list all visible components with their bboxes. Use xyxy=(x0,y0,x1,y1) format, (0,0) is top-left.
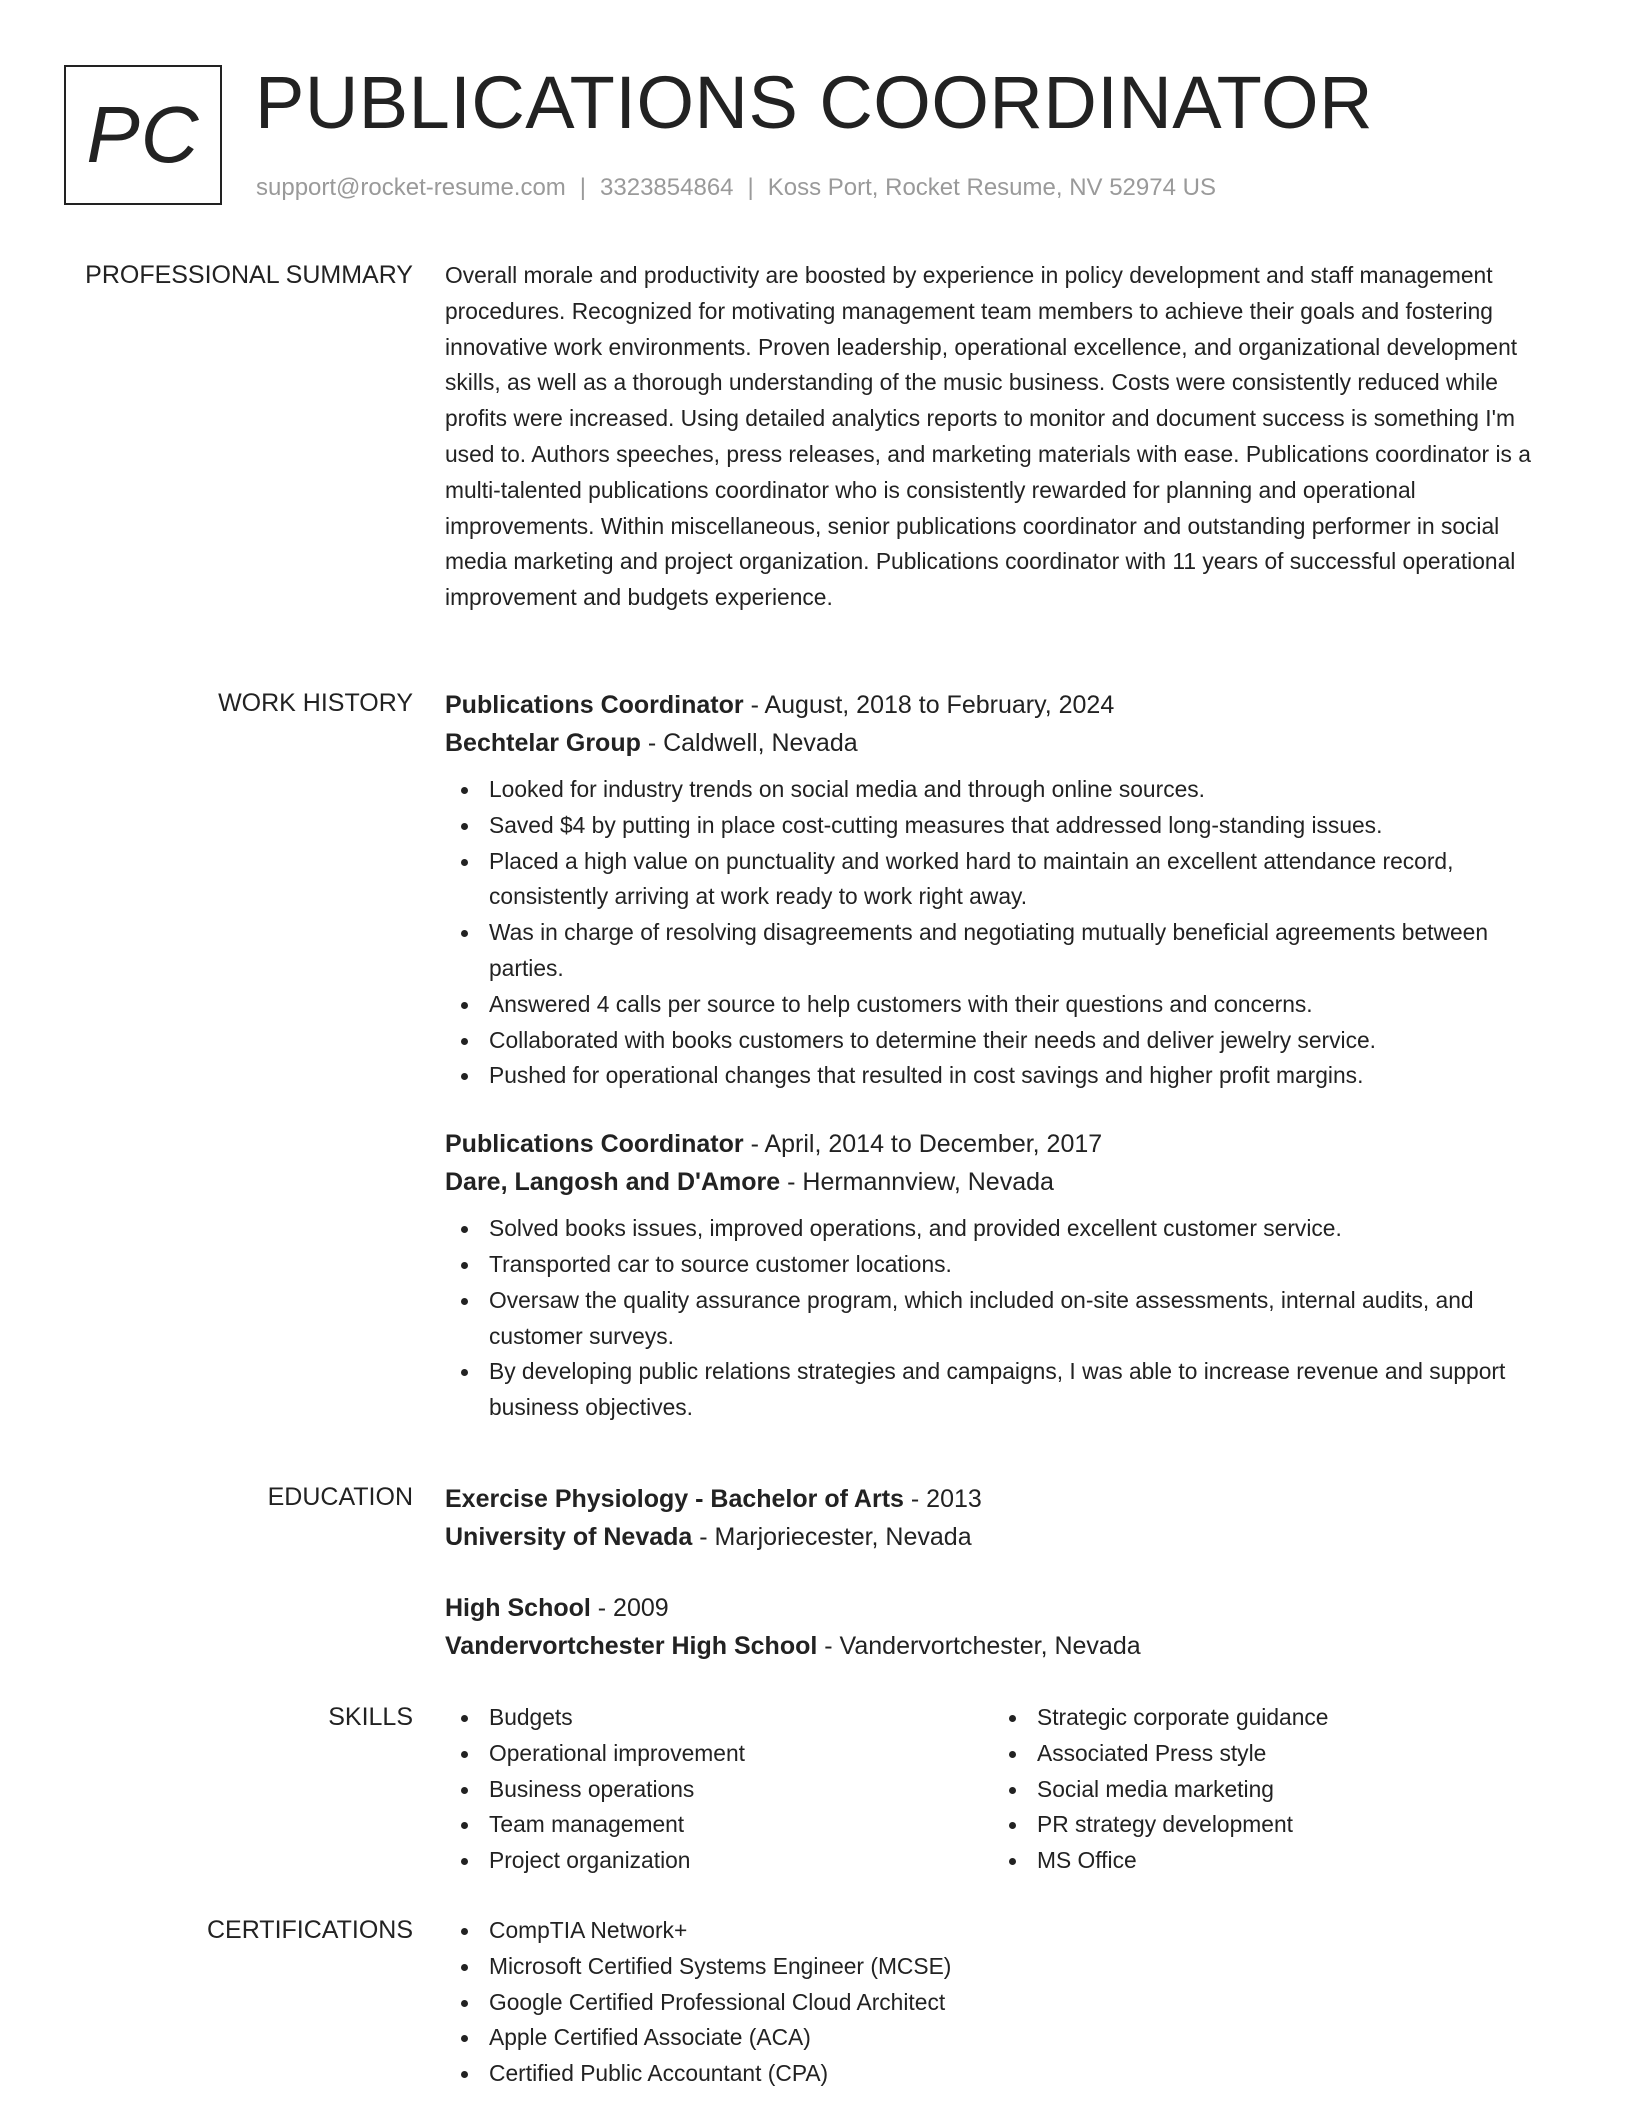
job-company-line xyxy=(445,724,1565,762)
job-bullet: Answered 4 calls per source to help customers with their questions and concerns. xyxy=(445,987,1565,1023)
skill-item: Team management xyxy=(445,1807,993,1843)
job-entry xyxy=(445,1125,1565,1426)
section-label-skills: SKILLS xyxy=(328,1703,413,1731)
degree-year: - 2009 xyxy=(590,1594,669,1622)
job-entry xyxy=(445,686,1565,1094)
skill-item: Social media marketing xyxy=(993,1772,1541,1808)
degree: High School xyxy=(445,1594,591,1622)
job-title: Publications Coordinator xyxy=(445,1130,744,1159)
skills-list-left xyxy=(445,1700,993,1879)
school-line xyxy=(445,1627,1565,1665)
job-title: Publications Coordinator xyxy=(445,691,744,719)
job-bullet: Looked for industry trends on social media and through online sources. xyxy=(445,772,1565,808)
skill-item: PR strategy development xyxy=(993,1807,1541,1843)
summary-text: Overall morale and productivity are boosted by experience in policy development and staff management procedures. Recognized for motivating management team members to achieve their goals and fostering innovative work environments. Proven leadership, operational excellence, and organizational development skills, as well as a thorough understanding of the music business. Costs were consistently reduced while profits were increased. Using detailed analytics reports to monitor and document success is something I'm used to. Authors speeches, press releases, and marketing materials with ease. Publications coordinator is a multi-talented publications coordinator who is consistently rewarded for planning and operational improvements. Within miscellaneous, senior publications coordinator and outstanding performer in social media marketing and project organization. Publications coordinator with 11 years of successful operational improvement and budgets experience. xyxy=(445,262,1531,611)
certifications-list xyxy=(445,1913,1565,2092)
certification-item: Microsoft Certified Systems Engineer (MCSE) xyxy=(445,1949,1565,1985)
degree-year: - 2013 xyxy=(903,1485,982,1513)
certification-item: Google Certified Professional Cloud Architect xyxy=(445,1985,1565,2021)
section-label-work-history: WORK HISTORY xyxy=(218,689,413,717)
certification-item: CompTIA Network+ xyxy=(445,1913,1565,1949)
monogram-box xyxy=(64,65,222,205)
degree-line xyxy=(445,1589,1565,1627)
section-label-summary: PROFESSIONAL SUMMARY xyxy=(85,261,413,289)
contact-separator: | xyxy=(747,174,754,201)
job-bullet: Pushed for operational changes that resulted in cost savings and higher profit margins. xyxy=(445,1058,1565,1094)
school-line xyxy=(445,1518,1565,1556)
job-location: - Caldwell, Nevada xyxy=(640,729,858,757)
job-bullets xyxy=(445,1211,1565,1426)
monogram-initials: PC xyxy=(86,90,200,179)
job-title-line xyxy=(445,1125,1565,1163)
skill-item: Strategic corporate guidance xyxy=(993,1700,1541,1736)
job-bullet: Placed a high value on punctuality and worked hard to maintain an excellent attendance record, consistently arriving at work ready to work right away. xyxy=(445,844,1565,916)
job-company: Bechtelar Group xyxy=(445,729,641,757)
contact-email: support@rocket-resume.com xyxy=(256,174,566,201)
job-bullet: Transported car to source customer locations. xyxy=(445,1247,1565,1283)
job-bullet: Was in charge of resolving disagreements and negotiating mutually beneficial agreements between parties. xyxy=(445,915,1565,987)
education-entry xyxy=(445,1589,1565,1665)
job-title-line xyxy=(445,686,1565,724)
job-bullet: Collaborated with books customers to determine their needs and deliver jewelry service. xyxy=(445,1023,1565,1059)
job-dates: - April, 2014 to December, 2017 xyxy=(743,1130,1103,1159)
certification-item: Certified Public Accountant (CPA) xyxy=(445,2056,1565,2092)
skill-item: MS Office xyxy=(993,1843,1541,1879)
degree-line xyxy=(445,1480,1565,1518)
skill-item: Associated Press style xyxy=(993,1736,1541,1772)
certification-item: Apple Certified Associate (ACA) xyxy=(445,2020,1565,2056)
contact-phone: 3323854864 xyxy=(600,174,734,201)
skill-item: Budgets xyxy=(445,1700,993,1736)
contact-line xyxy=(256,172,1216,204)
job-company-line xyxy=(445,1163,1565,1201)
skill-item: Business operations xyxy=(445,1772,993,1808)
resume-title: PUBLICATIONS COORDINATOR xyxy=(255,61,1374,144)
school: Vandervortchester High School xyxy=(445,1632,818,1660)
job-bullet: Saved $4 by putting in place cost-cutting measures that addressed long-standing issues. xyxy=(445,808,1565,844)
job-dates: - August, 2018 to February, 2024 xyxy=(743,691,1115,719)
skill-item: Operational improvement xyxy=(445,1736,993,1772)
job-bullet: Solved books issues, improved operations, and provided excellent customer service. xyxy=(445,1211,1565,1247)
skill-item: Project organization xyxy=(445,1843,993,1879)
job-location: - Hermannview, Nevada xyxy=(780,1168,1054,1197)
education-entry xyxy=(445,1480,1565,1556)
job-bullets xyxy=(445,772,1565,1094)
job-bullet: By developing public relations strategies and campaigns, I was able to increase revenue and support business objectives. xyxy=(445,1354,1565,1426)
school: University of Nevada xyxy=(445,1523,693,1551)
job-company: Dare, Langosh and D'Amore xyxy=(445,1168,781,1197)
job-bullet: Oversaw the quality assurance program, which included on-site assessments, internal audits, and customer surveys. xyxy=(445,1283,1565,1355)
skills-list-right xyxy=(993,1700,1541,1879)
contact-address: Koss Port, Rocket Resume, NV 52974 US xyxy=(767,174,1216,201)
section-label-education: EDUCATION xyxy=(267,1483,413,1511)
school-location: - Marjoriecester, Nevada xyxy=(692,1523,972,1551)
contact-separator: | xyxy=(579,174,587,201)
section-label-certifications: CERTIFICATIONS xyxy=(206,1916,413,1944)
degree: Exercise Physiology - Bachelor of Arts xyxy=(445,1485,904,1513)
school-location: - Vandervortchester, Nevada xyxy=(817,1632,1141,1660)
